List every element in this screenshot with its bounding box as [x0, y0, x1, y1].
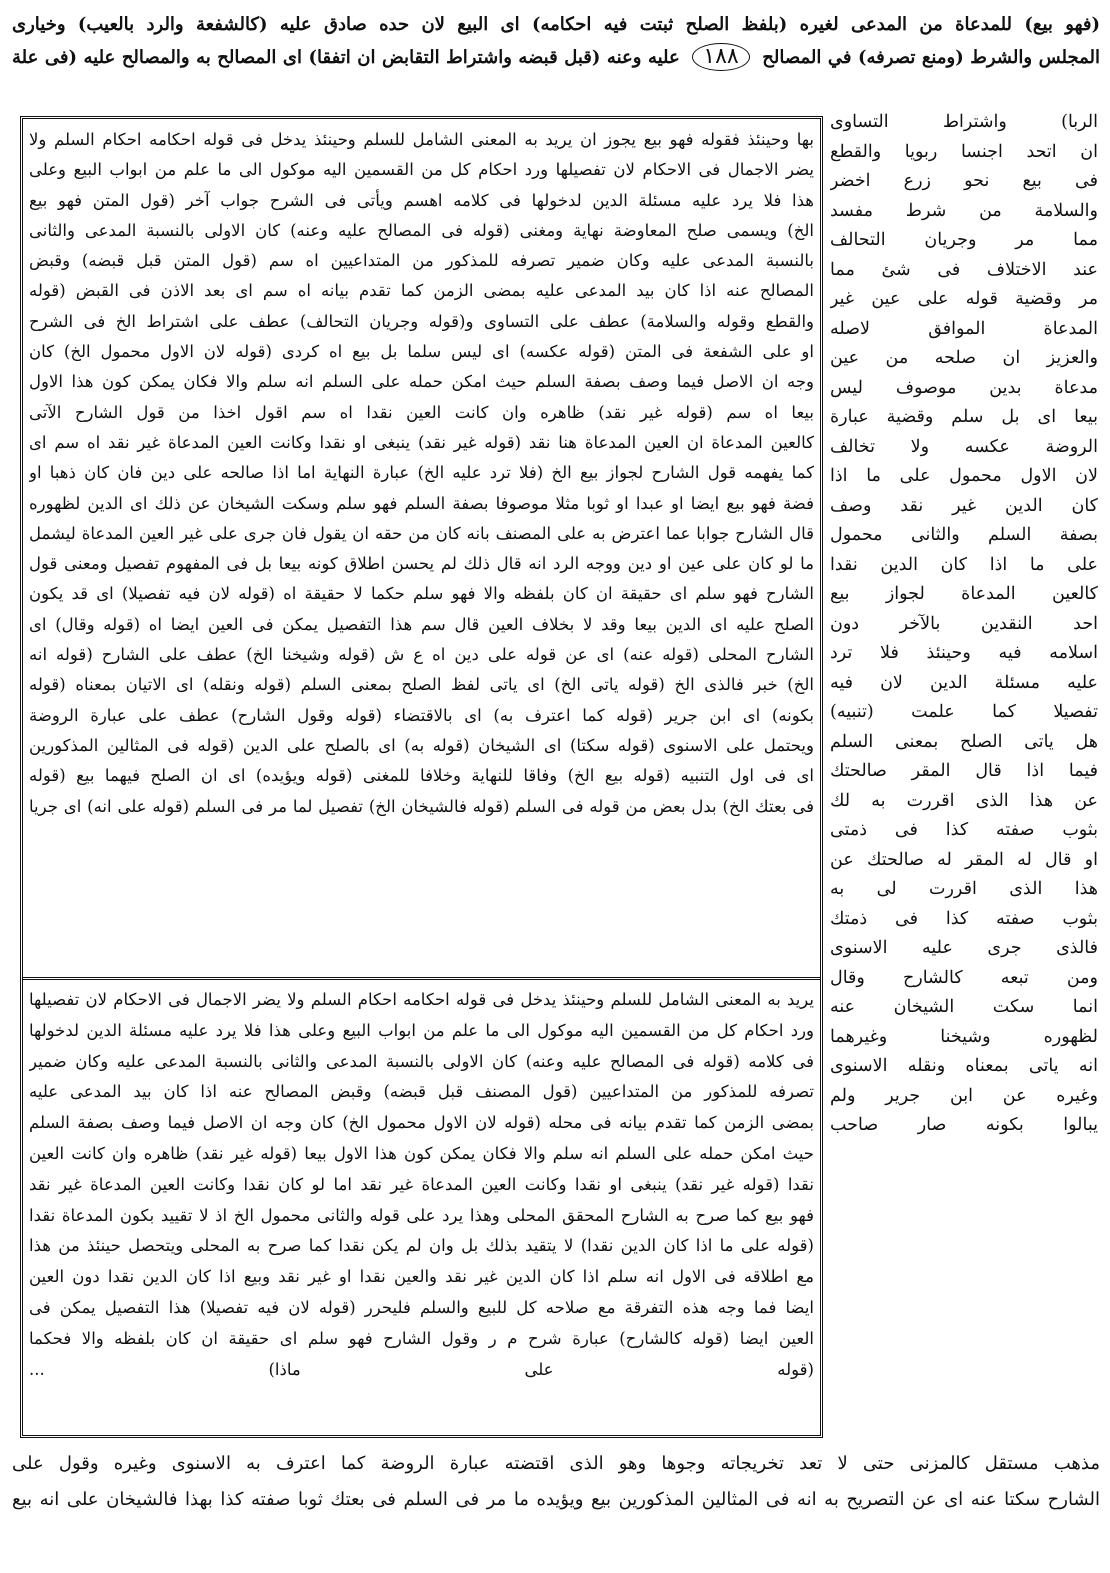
text-line: وغيره عن ابن جرير ولم — [830, 1085, 1098, 1106]
commentary-divider — [23, 977, 820, 980]
text-line: فيما اذا قال المقر صالحتك — [830, 761, 1098, 781]
text-line: (فهو بيع) للمدعاة من المدعى لغيره (بلفظ الصلح ثبتت فيه احكامه) اى البيع لان حده صادق عليه (كالشفعة والرد بالعيب) وخيارى — [12, 14, 1100, 35]
text-line: حيث امكن حمله على السلم انه سلم والا فكان يمكن كون هذا الاول بيعا (قوله غير نقد) ظاهره وان كانت العين — [29, 1143, 814, 1163]
text-line: بيعا اى بل سلم وقضية عبارة — [830, 407, 1098, 427]
text-line: وجه ان الاصل فيما وصف بصفة السلم حيث امكن حمله على السلم انه سلم والا فكان يمكن كون هذا الاول — [29, 372, 814, 392]
text-line: هذا فلا يرد عليه مسئلة الدين لدخولها فى كلامه اهسم ويأتى فى الشرح جواب آخر (قول المتن فهو بيع — [29, 190, 814, 210]
text-line — [29, 822, 814, 852]
text-line: مر وقضية قوله على عين غير — [830, 289, 1098, 309]
text-line: والقطع وقوله والسلامة) عطف على التساوى و(قوله وجريان التحالف) عطف على اشتراط الخ فى الشرح — [29, 311, 814, 331]
text-line: الشارح المحلى (قوله عنه) اى عن قوله على دين اه ع ش (قوله وشيخنا الخ) عطف على الشارح (قوله انه — [29, 645, 814, 665]
text-line: ما لو كان على عين او دين ووجه الرد انه قال ذلك لم يحسن اطلاق كونه بيعا بل فى المفهوم تفصيل ومعنى قول — [29, 554, 814, 574]
text-line: اسلامه فيه وحينئذ فلا ترد — [830, 643, 1098, 663]
text-line: اى فى اول التنبيه (قوله بيع الخ) وفاقا للنهاية وخلافا للمغنى (قوله ويؤيده) اى ان الصلح فيهما بيع (قوله — [29, 766, 814, 786]
text-line: المصالح عنه اذا كان بيد المدعى عليه بمضى الزمن كما تقدم بيانه اه سم اى بعد الاذن فى القبض (قوله — [29, 281, 814, 301]
text-line: يبالوا بكونه صار صاحب — [830, 1115, 1098, 1135]
text-line: بمضى الزمن كما تقدم بيانه فى محله (قوله لان الاول محمول الخ) كان وجه ان الاصل فيما وصف بصفة السلم — [29, 1113, 814, 1133]
text-line: فالذى جرى عليه الاسنوى — [830, 938, 1098, 958]
text-line: مدعاة بدين موصوف ليس — [830, 377, 1098, 398]
text-line: بصفة السلم والثانى محمول — [830, 525, 1098, 545]
text-line: عليه مسئلة الدين لان فيه — [830, 672, 1098, 693]
text-line: بثوب صفته كذا فى ذمتك — [830, 908, 1098, 929]
text-line: كالعين المدعاة ان العين المدعاة هنا نقد (قوله غير نقد) ينبغى او نقدا وكانت العين المدعاة غير نقد اه سم اى — [29, 432, 814, 452]
text-line: بكونه) اى ابن جرير (قوله كما اعترف به) اى بالاقتضاء (قوله وقول الشارح) عطف على عبارة الروضة — [29, 705, 814, 725]
main-text-bottom — [12, 1446, 1100, 1518]
text-line: بثوب صفته كذا فى ذمتى — [830, 820, 1098, 840]
text-line: مما مر وجريان التحالف — [830, 230, 1098, 250]
text-line: تصرفه للمذكور من المتداعيين (قول المصنف قبل قبضه) وقبض المصالح عنه اذا كان بيد المدعى عليه — [29, 1082, 814, 1102]
text-line: والسلامة من شرط مفسد — [830, 200, 1098, 221]
text-line: احد النقدين بالآخر دون — [830, 613, 1098, 634]
text-line: عند الاختلاف فى شئ مما — [830, 259, 1098, 280]
text-line: انما سكت الشيخان عنه — [830, 997, 1098, 1017]
text-line: او قال له المقر له صالحتك عن — [830, 849, 1098, 870]
text-line: عن هذا الذى اقررت به لك — [830, 790, 1098, 811]
upper-commentary-box — [29, 125, 814, 977]
text-line: والعزيز ان صلحه من عين — [830, 348, 1098, 368]
text-line: كما يفهمه قول الشارح لجواز بيع الخ (فلا ترد عليه الخ) عبارة النهاية اما اذا صالحه على دين فان كان ذهبا او — [29, 463, 814, 483]
text-line: فى بعتك الخ) بدل بعض من قوله فى السلم (قوله فالشيخان الخ) تفصيل لما مر فى السلم (قوله على انه) اى جريا — [29, 796, 814, 816]
text-line: الخ) خبر فالذى الخ (قوله ياتى الخ) اى ياتى لفظ الصلح بمعنى السلم (قوله ونقله) اى الاتيان بمعناه (قوله — [29, 675, 814, 695]
text-line: ايضا فما وجه هذه التفرقة مع صلاحه كل للبيع والسلم فليحرر (قوله لان فيه تفصيلا) هذا التفصيل يمكن فى — [29, 1297, 814, 1317]
text-line: تفصيلا كما علمت (تنبيه) — [830, 702, 1098, 722]
text-line: يضر الاجمال فى الاحكام لان تفصيلها ورد احكام كل من القسمين اليه موكول الى ما علم من ابواب البيع وعلى — [29, 160, 814, 180]
text-line: بالنسبة المدعى عليه وكان ضمير تصرفه للمذكور من المتداعيين اه سم (قول المتن قبل قبضه) وقبض — [29, 251, 814, 271]
text-segment: عليه وعنه (قبل قبضه واشتراط التقابض ان اتفقا) اى المصالح به والمصالح عليه (فى علة — [12, 47, 680, 68]
text-line: فى كلامه (قوله فى المصالح عليه وعنه) كان الاولى بالنسبة المدعى والثانى بالنسبة المدعى عليه وكان ضمير — [29, 1051, 814, 1071]
text-line: المدعاة الموافق لاصله — [830, 318, 1098, 339]
text-line: فى بيع نحو زرع اخضر — [830, 171, 1098, 191]
text-line: قال الشارح جوابا عما اعترض به على المصنف بانه كان من حقه ان يقول فان جرى على غير العين المدعاة ليشمل — [29, 523, 814, 543]
text-line: او على الشفعة فى المتن (قوله عكسه) اى ليس سلما بل بيع اه كردى (قوله لان الاول محمول الخ) كان — [29, 342, 814, 362]
text-line: (قوله على ماذا) ... — [29, 1359, 814, 1379]
text-line: لظهوره وشيخنا وغيرهما — [830, 1026, 1098, 1047]
text-line: يريد به المعنى الشامل للسلم وحينئذ يدخل فى قوله احكامه احكام السلم ولا يضر الاجمال فى الاحكام لان تفصيلها — [29, 990, 814, 1009]
text-line: كان الدين غير نقد وصف — [830, 495, 1098, 516]
text-line: العين ايضا (قوله كالشارح) عبارة شرح م ر وقول الشارح فهو سلم اى حقيقة ان كان بلفظه والا فحكما — [29, 1328, 814, 1348]
page-number: ١٨٨ — [692, 43, 749, 71]
text-line: ومن تبعه كالشارح وقال — [830, 967, 1098, 988]
text-line: الروضة عكسه ولا تخالف — [830, 436, 1098, 457]
text-line: الشارح فهو سلم اى حقيقة ان كان بلفظه والا فهو سلم حكما لا حقيقة اه (قوله لان فيه تفصيلا) اى قد يكون — [29, 584, 814, 604]
text-line: بها وحينئذ فقوله فهو بيع يجوز ان يريد به المعنى الشامل للسلم وحينئذ يدخل فى قوله احكامه احكام السلم ولا — [29, 130, 814, 149]
text-line: على ما اذا كان الدين نقدا — [830, 554, 1098, 575]
text-line: هل ياتى الصلح بمعنى السلم — [830, 731, 1098, 752]
text-line: فضة فهو بيع ايضا او عبدا او ثوبا مثلا موصوفا بصفة السلم فهو سلم وسكت الشيخان عن ذلك اى الدين لظهوره — [29, 493, 814, 513]
text-line: كالعين المدعاة لجواز بيع — [830, 584, 1098, 604]
text-line: ان اتحد اجنسا ربويا والقطع — [830, 141, 1098, 162]
text-line: هذا الذى اقررت لى به — [830, 879, 1098, 899]
text-line: (قوله على ما اذا كان الدين نقدا) لا يتقيد بذلك بل وان لم يكن نقدا كما صرح به المحلى ويتحصل حينئذ من هذا — [29, 1236, 814, 1256]
matn-top-block — [12, 8, 1100, 74]
text-line: الخ) ويسمى صلح المعاوضة نهاية ومغنى (قوله فى المصالح عليه وعنه) كان الاولى بالنسبة المدعى والثانى — [29, 220, 814, 240]
text-line: الشارح سكتا عنه اى عن التصريح به انه فى المثالين المذكورين بيع ويؤيده ما مر فى السلم فى بعتك ثوبا صفته كذا بهذا فالشيخان على انه بيع — [12, 1489, 1100, 1510]
text-line: الصلح عليه اى الدين بيعا وقد لا بخلاف العين قال سم هذا التفصيل يمكن فى العين ايضا اه (قوله وقال) اى — [29, 614, 814, 634]
text-line: ورد احكام كل من القسمين اليه موكول الى ما علم من ابواب البيع وعلى هذا فلا يرد عليه مسئلة الدين لدخولها — [29, 1020, 814, 1040]
text-line: فهو بيع كما صرح به الشارح المحقق المحلى وهذا يرد على قوله والثانى محمول الخ اذ لا تقييد بكون المدعاة نقدا — [29, 1205, 814, 1225]
main-text-column — [830, 108, 1098, 1141]
lower-commentary-box — [29, 985, 814, 1435]
commentary-frame — [20, 116, 823, 1438]
text-line: بيعا اه سم (قوله غير نقد) ظاهره وان كانت العين نقدا اه سم اقول اخذا من قول الشارح الآتى — [29, 402, 814, 422]
text-line: ويحتمل على الاسنوى (قوله سكتا) اى الشيخان (قوله به) اى بالصلح على الدين (قوله فى المثالين المذكورين — [29, 735, 814, 755]
text-line — [12, 41, 1100, 74]
text-line: انه ياتى بمعناه ونقله الاسنوى — [830, 1056, 1098, 1076]
text-line: نقدا (قوله غير نقد) ينبغى او نقدا وكانت العين المدعاة غير نقد اما لو كان نقدا وكانت العين المدعاة غير نقد — [29, 1174, 814, 1194]
text-segment: المجلس والشرط (ومنع تصرفه) في المصالح — [762, 47, 1100, 68]
text-line: لان الاول محمول على ما اذا — [830, 466, 1098, 486]
text-line: مذهب مستقل كالمزنى حتى لا تعد تخريجاته وجوها وهو الذى اقتضته عبارة الروضة كما اعترف به الاسنوى وغيره وقول على — [12, 1453, 1100, 1474]
text-line: الربا) واشتراط التساوى — [830, 112, 1098, 132]
text-line: مع اطلاقه فى الاول انه سلم اذا كان الدين غير نقد والعين نقدا او غير نقد وبيع اذا كان الدين نقدا دون العين — [29, 1267, 814, 1287]
